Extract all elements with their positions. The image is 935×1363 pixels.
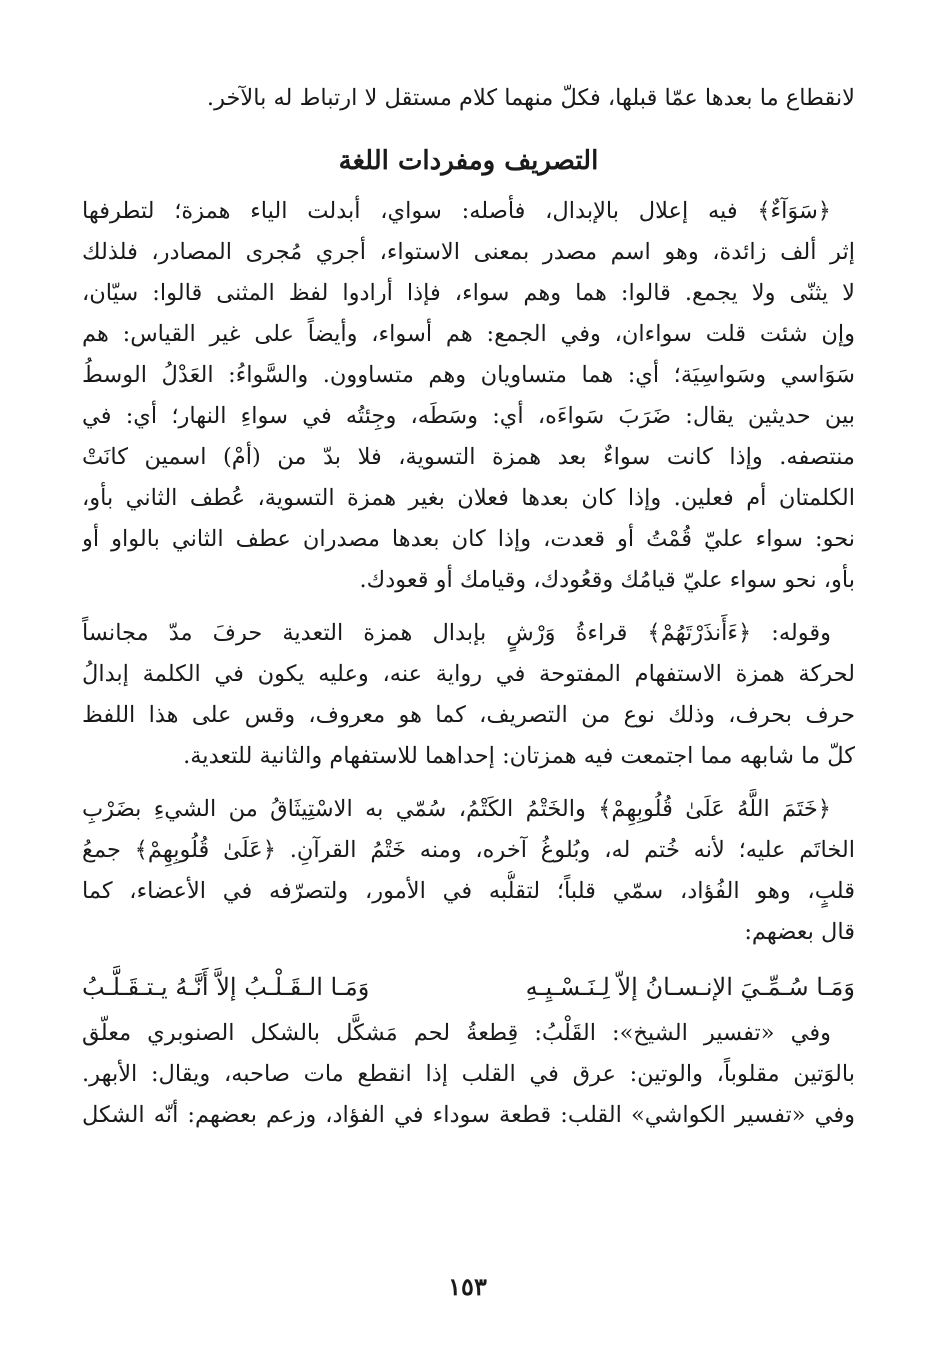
paragraph-line: كلّ ما شابهه مما اجتمعت فيه همزتان: إحداهما للاستفهام والثانية للتعدية. (183, 743, 855, 769)
paragraph-line: إثر ألف زائدة، وهو اسم مصدر بمعنى الاستواء، أجري مُجرى المصادر، فلذلك (82, 239, 855, 265)
paragraph-line: وقوله: ﴿ءَأَنذَرْتَهُمْ﴾ قراءةُ وَرْشٍ بإبدال همزة التعدية حرفَ مدّ مجانساً (82, 620, 831, 646)
paragraph-line: بين حديثين يقال: ضَرَبَ سَواءَه، أي: وسَطَه، وجِئتُه في سواءِ النهار؛ أي: في (82, 403, 855, 429)
paragraph-line: الخاتَم عليه؛ لأنه خُتم له، وبُلوغُ آخره، ومنه خَتْمُ القرآنِ. ﴿عَلَىٰ قُلُوبِهِمْ﴾ جمعُ (82, 837, 855, 863)
page-number: ١٥٣ (448, 1272, 487, 1301)
paragraph-sawa (82, 191, 855, 601)
poem-second-hemistich: وَمَـا الـقَـلْـبُ إلاَّ أَنَّـهُ يـتـقَـلَّـبُ (82, 973, 370, 1001)
paragraph-line: بالوَتين مقلوباً، والوتين: عرق في القلب إذا انقطع مات صاحبه، ويقال: الأبهر. (82, 1061, 855, 1087)
paragraph-line: وإن شئت قلت سواءان، وفي الجمع: هم أسواء، وأيضاً على غير القياس: هم (82, 321, 855, 347)
poem-first-hemistich: وَمَـا سُـمِّـيَ الإنـسـانُ إلاّ لِـنَـسْـيِـهِ (525, 973, 855, 1001)
paragraph-line: حرف بحرف، وذلك نوع من التصريف، كما هو معروف، وقس على هذا اللفظ (82, 702, 855, 728)
paragraph-line: لحركة همزة الاستفهام المفتوحة في رواية عنه، وعليه يكون في الكلمة إبدالُ (82, 661, 855, 687)
opening-line: لانقطاع ما بعدها عمّا قبلها، فكلّ منهما كلام مستقل لا ارتباط له بالآخر. (206, 85, 855, 111)
paragraph-khatama (82, 789, 855, 953)
poem-verse (82, 965, 855, 1009)
paragraph-line: منتصفه. وإذا كانت سواءٌ بعد همزة التسوية، فلا بدّ من (أمْ) اسمين كانَتْ (82, 444, 855, 470)
paragraph-line: وفي «تفسير الكواشي» القلب: قطعة سوداء في الفؤاد، وزعم بعضهم: أنّه الشكل (82, 1102, 855, 1128)
paragraph-line: قلبٍ، وهو الفُؤاد، سمّي قلباً؛ لتقلُّبه في الأمور، ولتصرّفه في الأعضاء، كما (82, 878, 855, 904)
paragraph-line: وفي «تفسير الشيخ»: القَلْبُ: قِطعةُ لحم مَشكَّل بالشكل الصنوبري معلّق (82, 1020, 831, 1046)
closing-paragraph (82, 1013, 855, 1136)
paragraph-line: الكلمتان أم فعلين. وإذا كان بعدها فعلان بغير همزة التسوية، عُطف الثاني بأو، (82, 485, 855, 511)
paragraph-line: ﴿خَتَمَ اللَّهُ عَلَىٰ قُلُوبِهِمْ﴾ والخَتْمُ الكَتْمُ، سُمّي به الاسْتِيثَاقُ من الشيءِ بضَرْبِ (82, 796, 831, 822)
section-heading: التصريف ومفردات اللغة (338, 146, 599, 176)
page-body (82, 78, 855, 1363)
paragraph-line: سَوَاسي وسَواسِيَة؛ أي: هما متساويان وهم متساوون. والسَّواءُ: العَدْلُ الوسطُ (82, 362, 855, 388)
paragraph-line: لا يثنّى ولا يجمع. قالوا: هما وهم سواء، فإذا أرادوا لفظ المثنى قالوا: سيّان، (82, 280, 855, 306)
paragraph-andhartahum (82, 613, 855, 777)
paragraph-line: قال بعضهم: (744, 919, 855, 945)
paragraph-line: ﴿سَوَآءٌ﴾ فيه إعلال بالإبدال، فأصله: سواي، أبدلت الياء همزة؛ لتطرفها (82, 198, 831, 224)
paragraph-line: بأو، نحو سواء عليّ قيامُك وقعُودك، وقيامك أو قعودك. (359, 567, 855, 593)
paragraph-line: نحو: سواء عليّ قُمْتُ أو قعدت، وإذا كان بعدها مصدران عطف الثاني بالواو أو (82, 526, 855, 552)
